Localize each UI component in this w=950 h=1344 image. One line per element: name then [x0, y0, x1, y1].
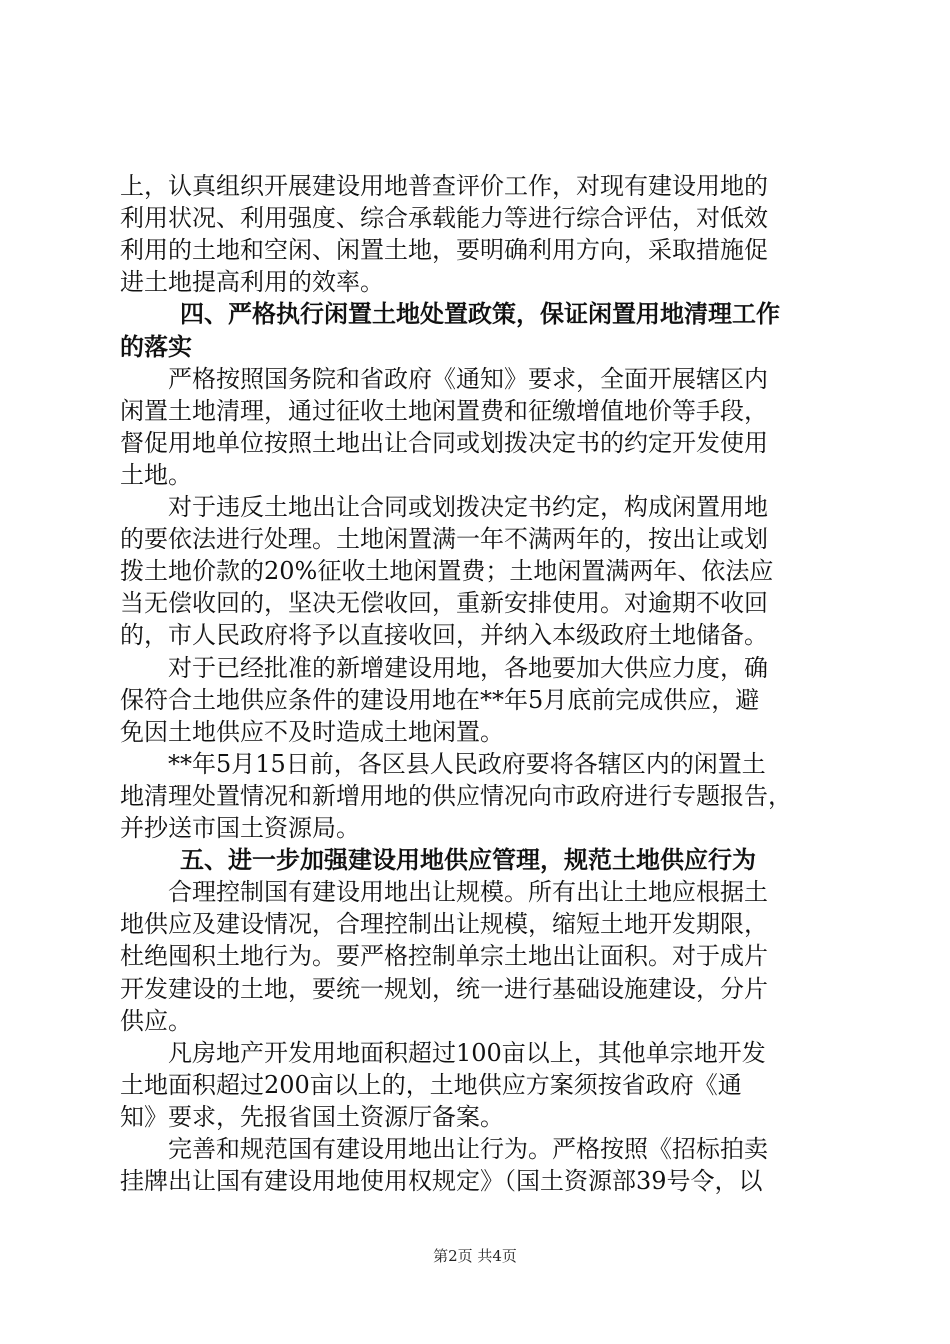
- paragraph-line: 知》要求，先报省国土资源厅备案。: [120, 1102, 504, 1131]
- page-footer: 第2页 共4页: [433, 1247, 517, 1265]
- paragraph-line: 杜绝囤积土地行为。要严格控制单宗土地出让面积。对于成片: [120, 942, 768, 971]
- paragraph-line: 拨土地价款的20%征收土地闲置费；土地闲置满两年、依法应: [120, 557, 774, 586]
- paragraph-line: 进土地提高利用的效率。: [120, 268, 384, 297]
- paragraph-line: 严格按照国务院和省政府《通知》要求，全面开展辖区内: [168, 364, 768, 393]
- paragraph-line: 供应。: [120, 1006, 192, 1035]
- paragraph-line: 督促用地单位按照土地出让合同或划拨决定书的约定开发使用: [120, 428, 768, 457]
- paragraph-line: 的，市人民政府将予以直接收回，并纳入本级政府土地储备。: [120, 621, 768, 650]
- paragraph-line: 土地。: [120, 460, 192, 489]
- paragraph-line: 地清理处置情况和新增用地的供应情况向市政府进行专题报告，: [120, 781, 792, 810]
- paragraph-line: 利用状况、利用强度、综合承载能力等进行综合评估，对低效: [120, 204, 768, 233]
- paragraph-line: 并抄送市国土资源局。: [120, 814, 360, 842]
- paragraph-line: 对于已经批准的新增建设用地，各地要加大供应力度，确: [168, 653, 768, 682]
- paragraph-line: 保符合土地供应条件的建设用地在**年5月底前完成供应，避: [120, 685, 760, 714]
- paragraph-line: 对于违反土地出让合同或划拨决定书约定，构成闲置用地: [168, 493, 768, 521]
- paragraph-line: 免因土地供应不及时造成土地闲置。: [120, 717, 504, 746]
- paragraph-line: 利用的土地和空闲、闲置土地，要明确利用方向，采取措施促: [120, 236, 768, 265]
- paragraph-line: 挂牌出让国有建设用地使用权规定》（国土资源部39号令，以: [120, 1167, 763, 1196]
- section-heading-line: 五、进一步加强建设用地供应管理，规范土地供应行为: [180, 846, 756, 875]
- paragraph-line: 土地面积超过200亩以上的，土地供应方案须按省政府《通: [120, 1070, 742, 1099]
- section-heading-line: 四、严格执行闲置土地处置政策，保证闲置用地清理工作: [180, 300, 780, 329]
- paragraph-line: 完善和规范国有建设用地出让行为。严格按照《招标拍卖: [168, 1135, 768, 1163]
- paragraph-line: 当无偿收回的，坚决无偿收回，重新安排使用。对逾期不收回: [120, 589, 768, 618]
- paragraph-line: 凡房地产开发用地面积超过100亩以上，其他单宗地开发: [168, 1038, 766, 1067]
- paragraph-line: 地供应及建设情况，合理控制出让规模，缩短土地开发期限，: [120, 910, 768, 939]
- paragraph-line: 闲置土地清理，通过征收土地闲置费和征缴增值地价等手段，: [120, 396, 768, 425]
- section-heading-line: 的落实: [120, 332, 192, 361]
- paragraph-line: 合理控制国有建设用地出让规模。所有出让土地应根据土: [168, 878, 768, 907]
- paragraph-line: 的要依法进行处理。土地闲置满一年不满两年的，按出让或划: [120, 525, 768, 554]
- paragraph-line: **年5月15日前，各区县人民政府要将各辖区内的闲置土: [168, 749, 766, 778]
- paragraph-line: 上，认真组织开展建设用地普查评价工作，对现有建设用地的: [120, 172, 768, 200]
- paragraph-line: 开发建设的土地，要统一规划，统一进行基础设施建设，分片: [120, 974, 768, 1003]
